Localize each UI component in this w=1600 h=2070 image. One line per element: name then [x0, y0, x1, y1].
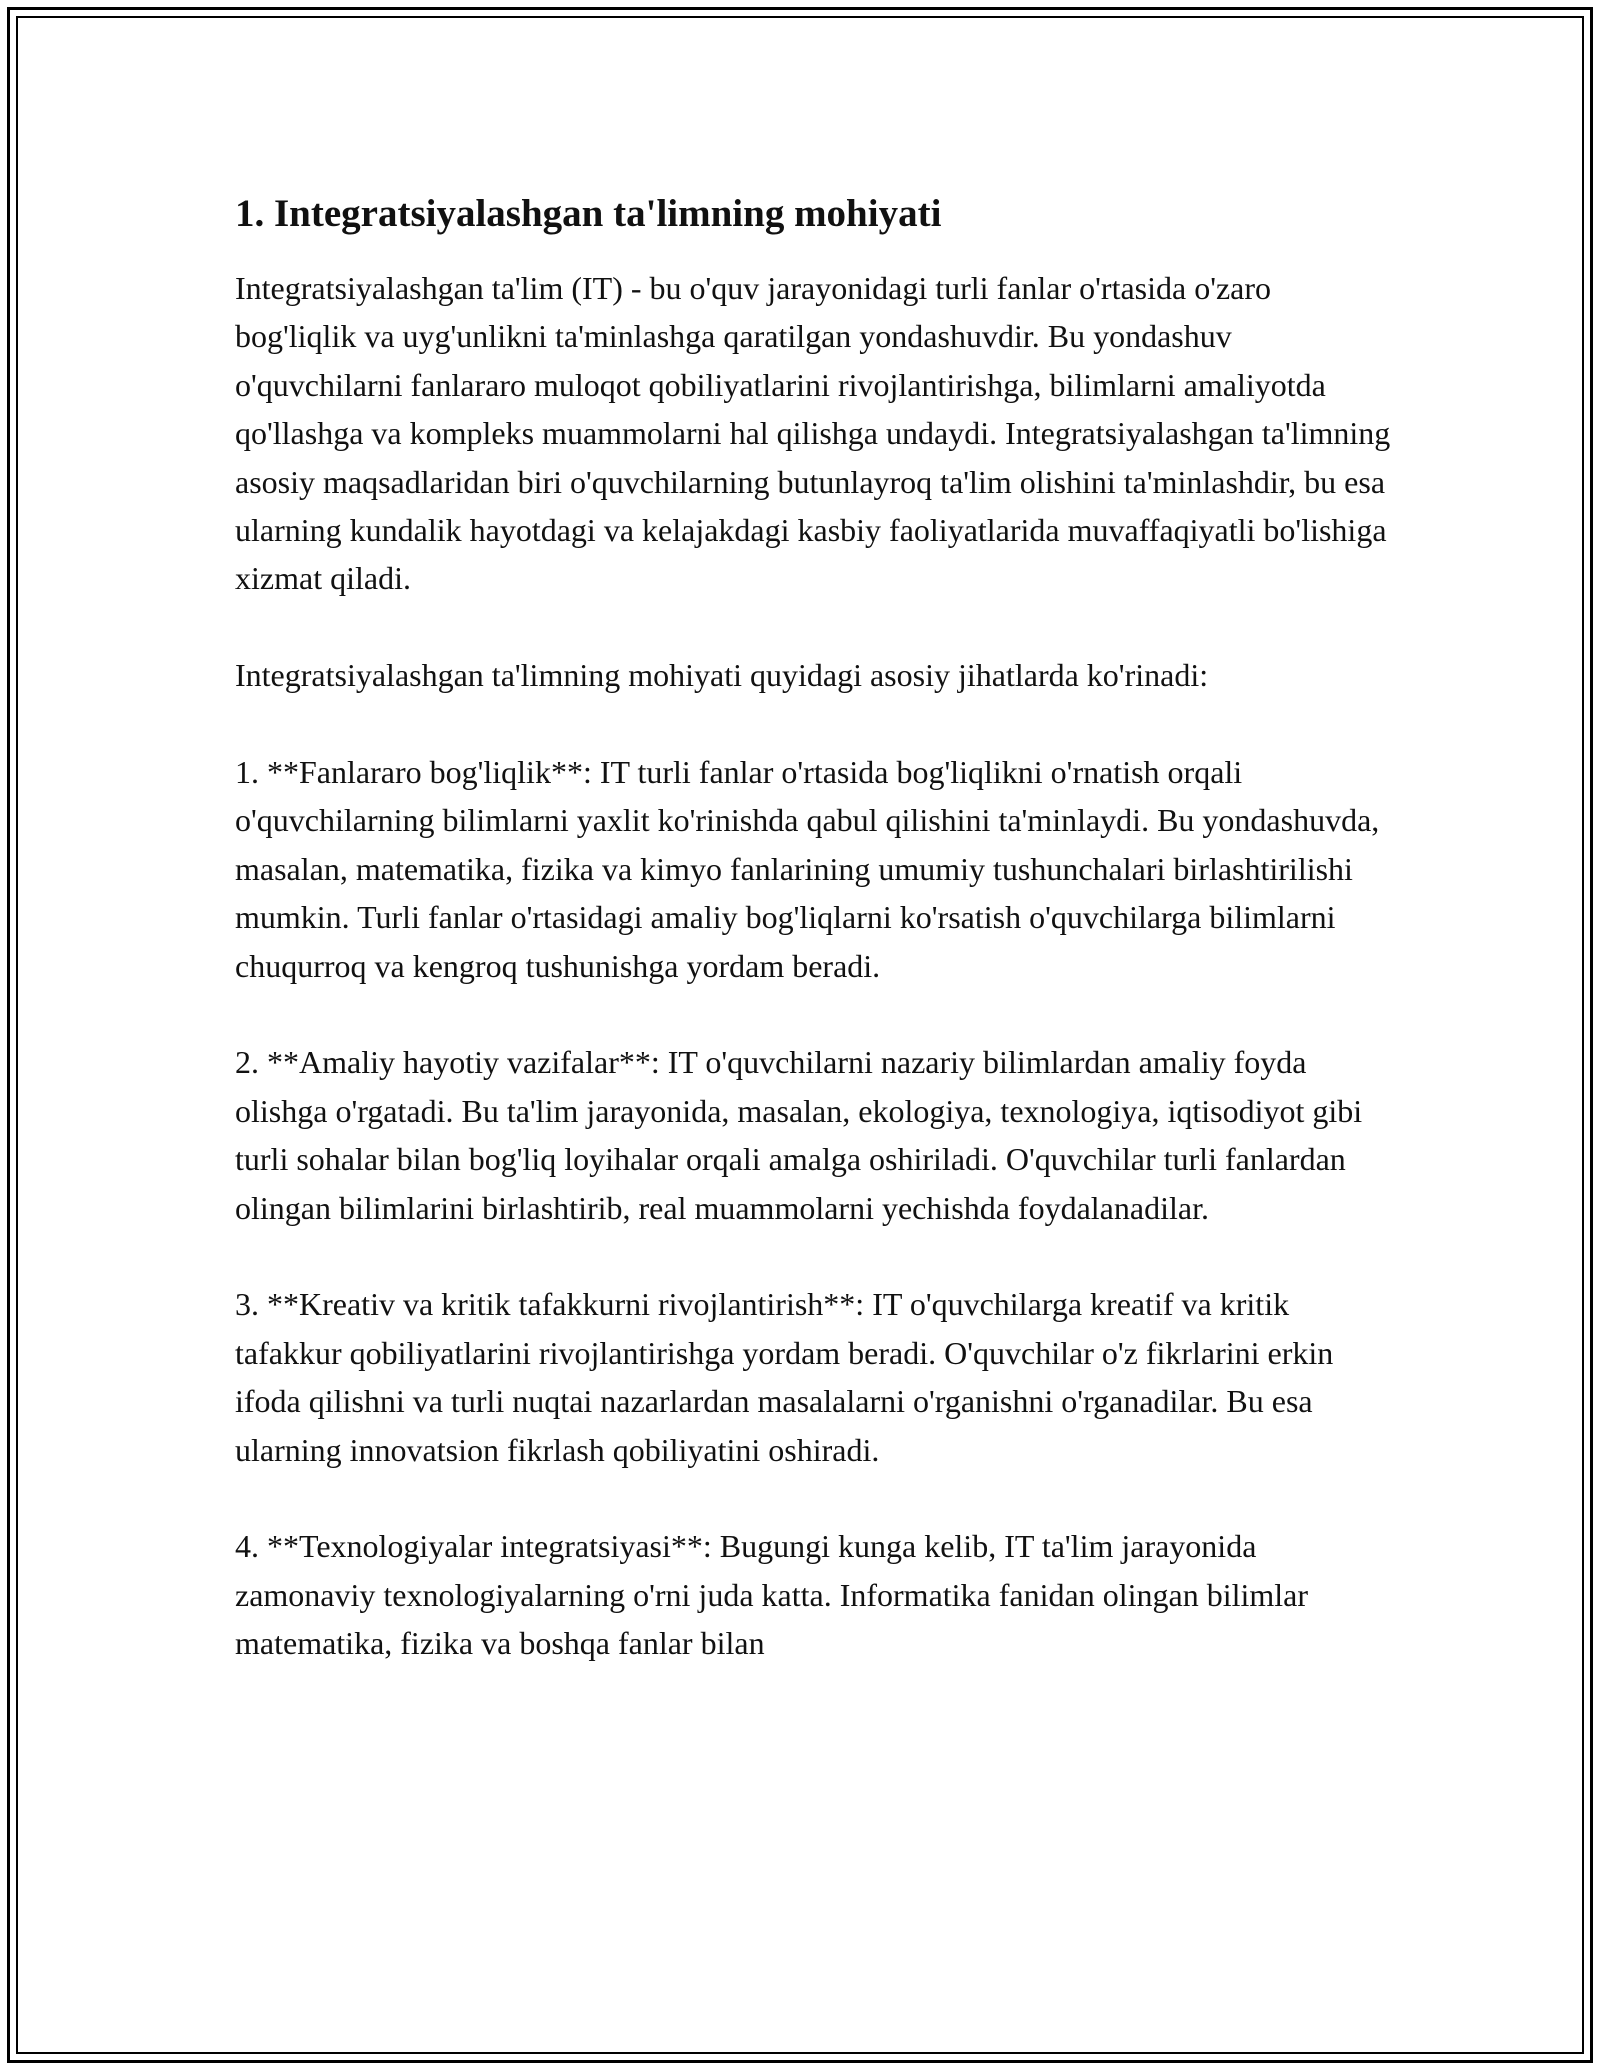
section-heading: 1. Integratsiyalashgan ta'limning mohiyati	[235, 192, 942, 235]
list-item-interdisciplinary: 1. **Fanlararo bog'liqlik**: IT turli fanlar o'rtasida bog'liqlikni o'rnatish orqali o'quvchilarning bilimlarni yaxlit ko'rinishda qabul qilishini ta'minlaydi. Bu yondashuvda, masalan, matematika, fizika va kimyo fanlarining umumiy tushunchalari birlashtirilishi mumkin. Turli fanlar o'rtasidagi amaliy bog'liqlarni ko'rsatish o'quvchilarga bilimlarni chuqurroq va kengroq tushunishga yordam beradi.	[235, 754, 1380, 984]
list-item-technology-integration: 4. **Texnologiyalar integratsiyasi**: Bugungi kunga kelib, IT ta'lim jarayonida zamonaviy texnologiyalarning o'rni juda katta. Informatika fanidan olingan bilimlar matematika, fizika va boshqa fanlar bilan	[235, 1528, 1308, 1662]
intro-paragraph: Integratsiyalashgan ta'lim (IT) - bu o'quv jarayonidagi turli fanlar o'rtasida o'zaro bog'liqlik va uyg'unlikni ta'minlashga qaratilgan yondashuvdir. Bu yondashuv o'quvchilarni fanlararo muloqot qobiliyatlarini rivojlantirishga, bilimlarni amaliyotda qo'llashga va kompleks muammolarni hal qilishga undaydi. Integratsiyalashgan ta'limning asosiy maqsadlaridan biri o'quvchilarning butunlayroq ta'lim olishini ta'minlashdir, bu esa ularning kundalik hayotdagi va kelajakdagi kasbiy faoliyatlarida muvaffaqiyatli bo'lishiga xizmat qiladi.	[235, 270, 1391, 597]
aspects-intro-paragraph: Integratsiyalashgan ta'limning mohiyati quyidagi asosiy jihatlarda ko'rinadi:	[235, 657, 1209, 694]
document-body	[235, 186, 1395, 1668]
list-item-creative-thinking: 3. **Kreativ va kritik tafakkurni rivojlantirish**: IT o'quvchilarga kreatif va kritik tafakkur qobiliyatlarini rivojlantirishga yordam beradi. O'quvchilar o'z fikrlarini erkin ifoda qilishni va turli nuqtai nazarlardan masalalarni o'rganishni o'rganadilar. Bu esa ularning innovatsion fikrlash qobiliyatini oshiradi.	[235, 1286, 1334, 1468]
list-item-practical-tasks: 2. **Amaliy hayotiy vazifalar**: IT o'quvchilarni nazariy bilimlardan amaliy foyda olishga o'rgatadi. Bu ta'lim jarayonida, masalan, ekologiya, texnologiya, iqtisodiyot gibi turli sohalar bilan bog'liq loyihalar orqali amalga oshiriladi. O'quvchilar turli fanlardan olingan bilimlarini birlashtirib, real muammolarni yechishda foydalanadilar.	[235, 1044, 1363, 1226]
